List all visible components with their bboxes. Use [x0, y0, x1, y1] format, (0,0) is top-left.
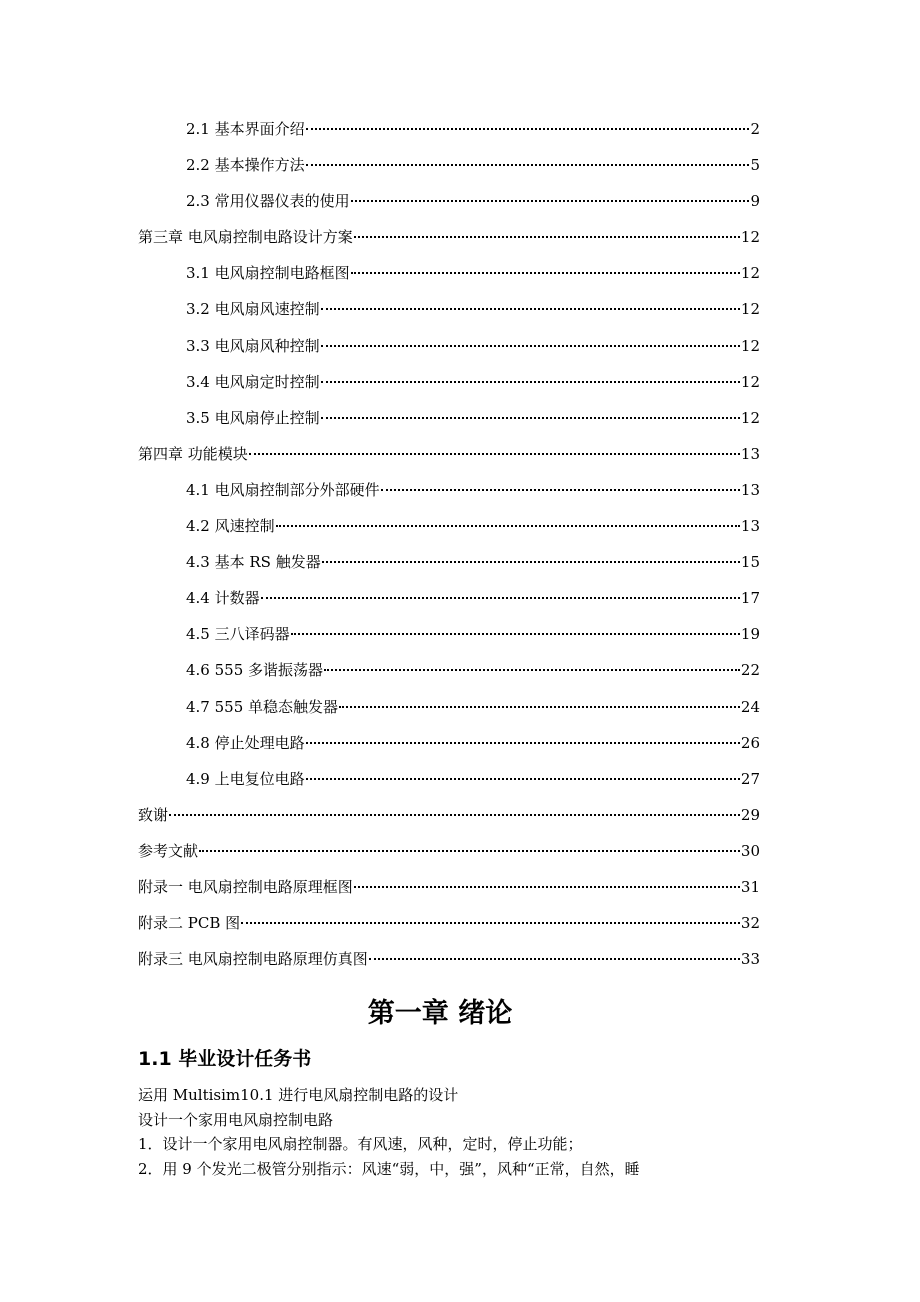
toc-entry — [138, 188, 760, 224]
toc-dot-leader — [169, 814, 740, 816]
toc-entry — [138, 910, 760, 946]
toc-entry-label: 2.3 常用仪器仪表的使用 — [186, 192, 350, 211]
toc-entry-label: 附录一 电风扇控制电路原理框图 — [138, 877, 353, 896]
toc-entry — [138, 585, 760, 621]
toc-entry-page: 32 — [740, 914, 760, 933]
toc-entry-page: 26 — [740, 733, 760, 752]
toc-entry-page: 19 — [740, 625, 760, 644]
section-title: 1.1 毕业设计任务书 — [138, 1048, 312, 1070]
toc-entry-page: 17 — [740, 589, 760, 608]
toc-entry-label: 3.5 电风扇停止控制 — [186, 408, 320, 427]
toc-entry — [138, 369, 760, 405]
toc-dot-leader — [306, 778, 740, 780]
toc-dot-leader — [321, 381, 740, 383]
toc-entry-label: 参考文献 — [138, 841, 199, 860]
toc-entry — [138, 802, 760, 838]
toc-entry-page: 12 — [740, 336, 760, 355]
toc-dot-leader — [354, 886, 740, 888]
toc-dot-leader — [199, 850, 740, 852]
toc-entry — [138, 152, 760, 188]
body-line: 运用 Multisim10.1 进行电风扇控制电路的设计 — [138, 1086, 459, 1104]
toc-entry-page: 9 — [750, 192, 760, 211]
toc-entry-label: 第四章 功能模块 — [138, 444, 248, 463]
toc-entry-label: 致谢 — [138, 805, 169, 824]
toc-entry-label: 3.1 电风扇控制电路框图 — [186, 264, 350, 283]
toc-dot-leader — [276, 525, 740, 527]
toc-entry-label: 3.3 电风扇风种控制 — [186, 336, 320, 355]
toc-entry — [138, 621, 760, 657]
body-line: 2．用 9 个发光二极管分别指示：风速“弱，中，强”，风种“正常，自然，睡 — [138, 1159, 640, 1178]
toc-entry-label: 3.2 电风扇风速控制 — [186, 300, 320, 319]
toc-entry-label: 4.3 基本 RS 触发器 — [186, 553, 321, 572]
toc-entry-label: 2.2 基本操作方法 — [186, 156, 305, 175]
body-line: 设计一个家用电风扇控制电路 — [138, 1110, 334, 1129]
toc-dot-leader — [354, 236, 740, 238]
toc-entry — [138, 405, 760, 441]
toc-dot-leader — [324, 669, 740, 671]
toc-entry — [138, 946, 760, 982]
toc-entry-page: 15 — [740, 553, 760, 572]
toc-entry-page: 30 — [740, 841, 760, 860]
toc-entry-label: 附录二 PCB 图 — [138, 914, 241, 933]
table-of-contents — [138, 116, 760, 982]
toc-entry-page: 5 — [750, 156, 760, 175]
toc-entry-page: 2 — [750, 120, 760, 138]
toc-entry-page: 29 — [740, 805, 760, 824]
toc-dot-leader — [291, 633, 740, 635]
toc-entry-label: 4.5 三八译码器 — [186, 625, 290, 644]
toc-entry-page: 27 — [740, 769, 760, 788]
toc-entry-label: 附录三 电风扇控制电路原理仿真图 — [138, 950, 368, 969]
toc-entry-page: 33 — [740, 950, 760, 969]
toc-entry — [138, 513, 760, 549]
toc-entry-label: 2.1 基本界面介绍 — [186, 120, 305, 138]
toc-entry-label: 4.7 555 单稳态触发器 — [186, 697, 339, 716]
toc-entry — [138, 874, 760, 910]
toc-entry-page: 12 — [740, 408, 760, 427]
toc-dot-leader — [339, 706, 740, 708]
toc-entry-page: 12 — [740, 300, 760, 319]
toc-dot-leader — [351, 200, 750, 202]
toc-entry-page: 31 — [740, 877, 760, 896]
chapter-title: 第一章 绪论 — [367, 998, 513, 1029]
toc-dot-leader — [321, 308, 740, 310]
toc-dot-leader — [321, 417, 740, 419]
toc-entry — [138, 260, 760, 296]
body-text — [138, 1083, 788, 1181]
toc-entry — [138, 657, 760, 693]
toc-entry-page: 12 — [740, 228, 760, 247]
toc-entry-page: 22 — [740, 661, 760, 680]
toc-dot-leader — [369, 958, 740, 960]
toc-dot-leader — [306, 128, 750, 130]
toc-dot-leader — [381, 489, 740, 491]
toc-dot-leader — [249, 453, 740, 455]
toc-entry — [138, 838, 760, 874]
toc-entry-page: 12 — [740, 264, 760, 283]
toc-entry — [138, 694, 760, 730]
toc-dot-leader — [241, 922, 740, 924]
toc-entry-page: 13 — [740, 517, 760, 536]
toc-entry-label: 4.6 555 多谐振荡器 — [186, 661, 324, 680]
toc-entry — [138, 224, 760, 260]
toc-entry-page: 13 — [740, 480, 760, 499]
toc-entry-label: 4.4 计数器 — [186, 589, 260, 608]
toc-entry-label: 第三章 电风扇控制电路设计方案 — [138, 228, 353, 247]
toc-entry — [138, 477, 760, 513]
toc-dot-leader — [306, 742, 740, 744]
toc-entry-label: 4.2 风速控制 — [186, 517, 275, 536]
toc-dot-leader — [261, 597, 740, 599]
toc-entry — [138, 333, 760, 369]
toc-entry — [138, 296, 760, 332]
toc-entry — [138, 441, 760, 477]
toc-entry-page: 13 — [740, 444, 760, 463]
toc-entry-page: 24 — [740, 697, 760, 716]
toc-entry — [138, 116, 760, 152]
body-line: 1．设计一个家用电风扇控制器。有风速，风种，定时，停止功能； — [138, 1135, 583, 1153]
toc-entry-label: 4.1 电风扇控制部分外部硬件 — [186, 480, 380, 499]
toc-dot-leader — [306, 164, 750, 166]
toc-entry-page: 12 — [740, 372, 760, 391]
toc-entry-label: 3.4 电风扇定时控制 — [186, 372, 320, 391]
toc-entry-label: 4.8 停止处理电路 — [186, 733, 305, 752]
toc-entry — [138, 730, 760, 766]
toc-entry — [138, 766, 760, 802]
toc-entry — [138, 549, 760, 585]
toc-entry-label: 4.9 上电复位电路 — [186, 769, 305, 788]
toc-dot-leader — [321, 345, 740, 347]
toc-dot-leader — [322, 561, 740, 563]
toc-dot-leader — [351, 272, 740, 274]
